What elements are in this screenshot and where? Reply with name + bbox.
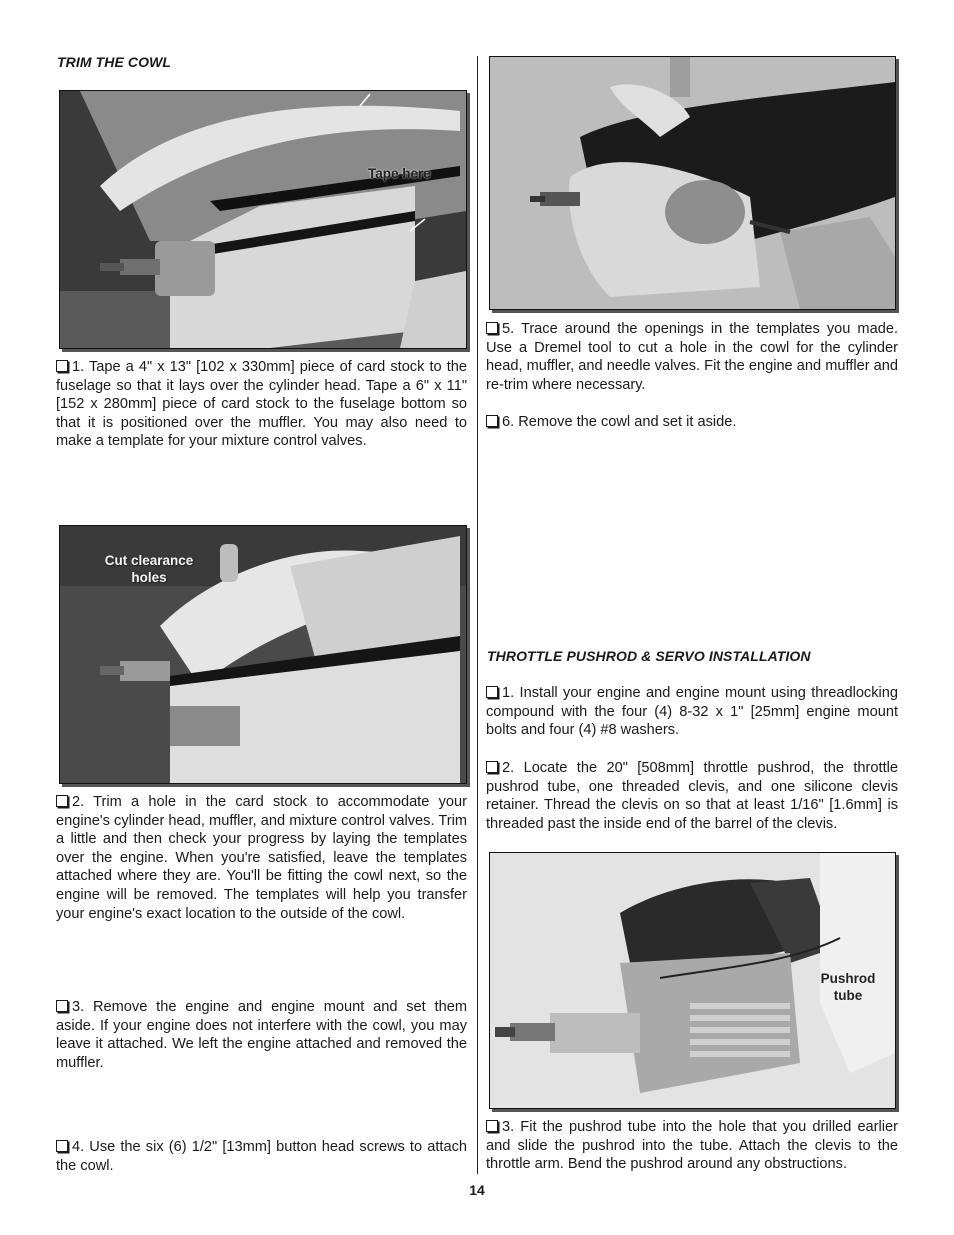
throttle-step-2-text: 2. Locate the 20" [508mm] throttle pushrod, the throttle pushrod tube, one threaded clevis, and one silicone clevis retainer. Thread the clevis on so that at least 1/16" [1.6mm] is threaded past the inside end of the barrel of the clevis.	[486, 760, 898, 832]
checkbox-icon[interactable]	[56, 360, 68, 372]
step-5-text: 5. Trace around the openings in the templates you made. Use a Dremel tool to cut a hole in the cowl for the cylinder head, muffler, and needle valves. Fit the engine and muffler and re-trim where necessary.	[486, 321, 898, 393]
photo-dremel-cowl	[489, 56, 896, 310]
throttle-step-1-text: 1. Install your engine and engine mount using threadlocking compound with the four (4) 8-32 x 1" [25mm] engine mount bolts and four (4) #8 washers.	[486, 685, 898, 739]
step-2-text: 2. Trim a hole in the card stock to accommodate your engine's cylinder head, muffler, and mixture control valves. Trim a little and then check your progress by laying the templates over the engine. When you're satisfied, leave the templates attached where they are. You'll be fitting the cowl next, so the engine will be removed. The templates will help you transfer your engine's exact location to the outside of the cowl.	[56, 794, 467, 922]
column-divider	[477, 56, 478, 1174]
section-heading-trim-cowl: TRIM THE COWL	[57, 54, 172, 70]
throttle-step-3-text: 3. Fit the pushrod tube into the hole that you drilled earlier and slide the pushrod into the tube. Attach the clevis to the throttle arm. Bend the pushrod around any obstructions.	[486, 1119, 898, 1173]
section-heading-throttle-pushrod: THROTTLE PUSHROD & SERVO INSTALLATION	[487, 648, 811, 664]
callout-pushrod-tube: Pushrod tube	[820, 971, 876, 1003]
step-3-text: 3. Remove the engine and engine mount and set them aside. If your engine does not interfere with the cowl, you may leave it attached. We left the engine attached and removed the muffler.	[56, 999, 467, 1071]
checkbox-icon[interactable]	[56, 1000, 68, 1012]
step-6-text: 6. Remove the cowl and set it aside.	[486, 413, 898, 432]
checkbox-icon[interactable]	[486, 1120, 498, 1132]
callout-tape-here: Tape here	[368, 166, 431, 181]
photo-template-taped	[59, 90, 467, 349]
callout-cut-clearance: Cut clearance holes	[104, 553, 194, 585]
checkbox-icon[interactable]	[56, 1140, 68, 1152]
page-number: 14	[469, 1182, 485, 1198]
checkbox-icon[interactable]	[56, 795, 68, 807]
checkbox-icon[interactable]	[486, 322, 498, 334]
step-1-text: 1. Tape a 4" x 13" [102 x 330mm] piece of card stock to the fuselage so that it lays over the cylinder head. Tape a 6" x 11" [152 x 280mm] piece of card stock to the fuselage bottom so that it is positioned over the muffler. You may also need to make a template for your mixture control valves.	[56, 359, 467, 450]
step-4-text: 4. Use the six (6) 1/2" [13mm] button head screws to attach the cowl.	[56, 1139, 467, 1174]
checkbox-icon[interactable]	[486, 415, 498, 427]
checkbox-icon[interactable]	[486, 686, 498, 698]
checkbox-icon[interactable]	[486, 761, 498, 773]
